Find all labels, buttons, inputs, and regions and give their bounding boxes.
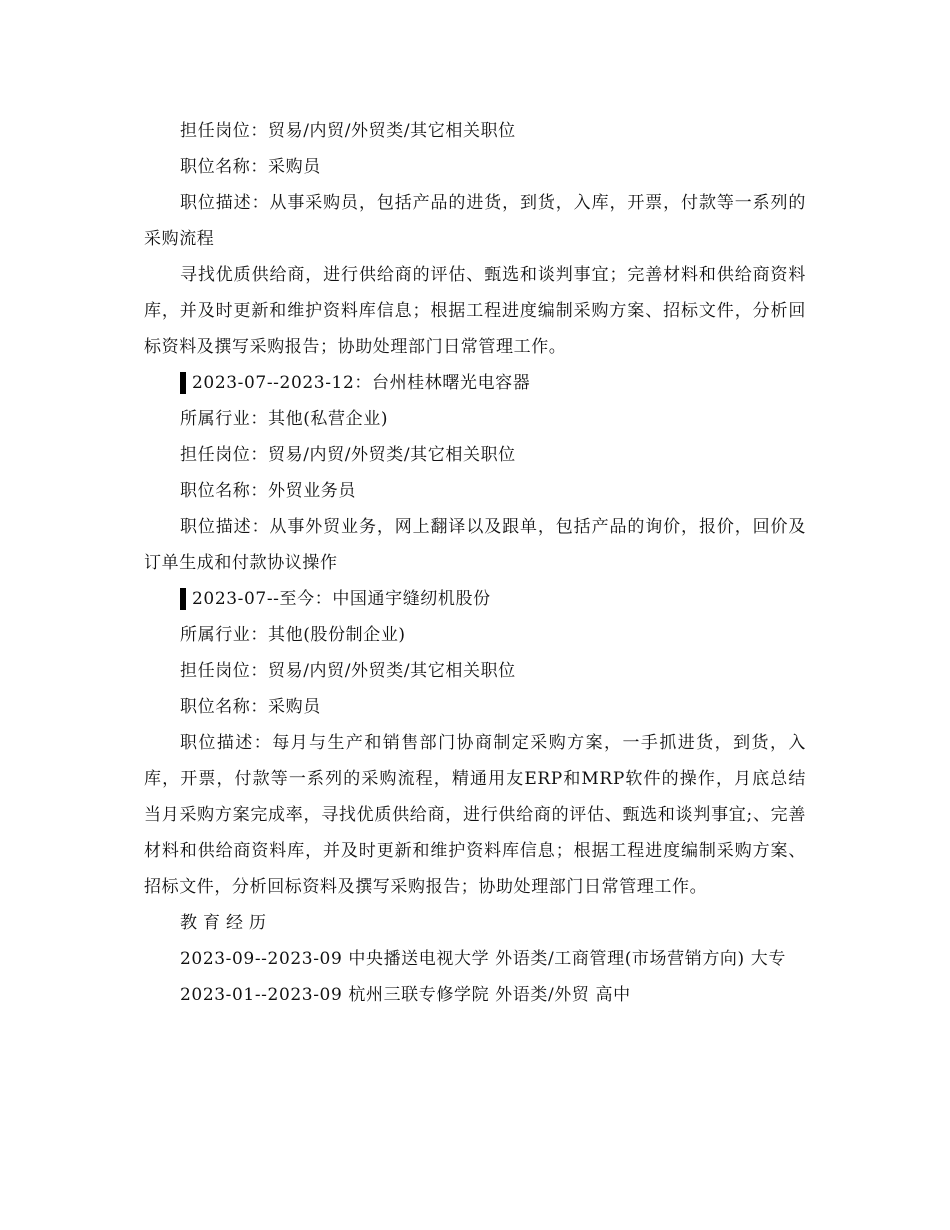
job3-desc-label: 职位描述： bbox=[180, 733, 273, 753]
job2-desc-value: 从事外贸业务，网上翻译以及跟单，包括产品的询价，报价，回价及订单生成和付款协议操作 bbox=[144, 517, 807, 573]
education-section-title: 教育经历 bbox=[180, 913, 272, 933]
job2-post-value: 贸易/内贸/外贸类/其它相关职位 bbox=[268, 445, 516, 465]
job1-description bbox=[144, 185, 806, 257]
heading-bar-icon bbox=[180, 372, 186, 394]
job1-post-label: 担任岗位： bbox=[180, 121, 268, 141]
job3-title-label: 职位名称： bbox=[180, 697, 268, 717]
job3-description bbox=[144, 725, 806, 905]
job2-post-label: 担任岗位： bbox=[180, 445, 268, 465]
job3-industry-label: 所属行业： bbox=[180, 625, 268, 645]
job3-title bbox=[144, 689, 806, 725]
job1-extra-description: 寻找优质供给商，进行供给商的评估、甄选和谈判事宜；完善材料和供给商资料库，并及时更新和维护资料库信息；根据工程进度编制采购方案、招标文件，分析回标资料及撰写采购报告；协助处理部门日常管理工作。 bbox=[144, 265, 806, 357]
job3-post-label: 担任岗位： bbox=[180, 661, 268, 681]
job1-title-value: 采购员 bbox=[268, 157, 321, 177]
job2-title bbox=[144, 473, 806, 509]
job3-post bbox=[144, 653, 806, 689]
job3-industry-value: 其他(股份制企业) bbox=[268, 625, 406, 645]
job3-industry bbox=[144, 617, 806, 653]
job2-industry-value: 其他(私营企业) bbox=[268, 409, 389, 429]
job2-title-value: 外贸业务员 bbox=[268, 481, 356, 501]
job3-desc-value: 每月与生产和销售部门协商制定采购方案，一手抓进货，到货，入库，开票，付款等一系列的采购流程，精通用友ERP和MRP软件的操作，月底总结当月采购方案完成率，寻找优质供给商，进行供给商的评估、甄选和谈判事宜;、完善材料和供给商资料库，并及时更新和维护资料库信息；根据工程进度编制采购方案、招标文件，分析回标资料及撰写采购报告；协助处理部门日常管理工作。 bbox=[144, 733, 806, 897]
resume-content bbox=[144, 113, 806, 1013]
job1-desc-label: 职位描述： bbox=[180, 193, 270, 213]
education-entry-2: 2023-01--2023-09 杭州三联专修学院 外语类/外贸 高中 bbox=[180, 985, 631, 1005]
job1-title bbox=[144, 149, 806, 185]
job3-title-value: 采购员 bbox=[268, 697, 321, 717]
job2-industry-label: 所属行业： bbox=[180, 409, 268, 429]
job3-heading bbox=[144, 581, 806, 617]
job2-description bbox=[144, 509, 806, 581]
job2-industry bbox=[144, 401, 806, 437]
job3-post-value: 贸易/内贸/外贸类/其它相关职位 bbox=[268, 661, 516, 681]
job1-post bbox=[144, 113, 806, 149]
job2-heading-text: 2023-07--2023-12：台州桂林曙光电容器 bbox=[192, 373, 531, 393]
job1-desc-value: 从事采购员，包括产品的进货，到货，入库，开票，付款等一系列的采购流程 bbox=[144, 193, 807, 249]
education-entry-1: 2023-09--2023-09 中央播送电视大学 外语类/工商管理(市场营销方向) 大专 bbox=[180, 949, 786, 969]
job2-desc-label: 职位描述： bbox=[180, 517, 270, 537]
job1-title-label: 职位名称： bbox=[180, 157, 268, 177]
job1-post-value: 贸易/内贸/外贸类/其它相关职位 bbox=[268, 121, 516, 141]
job2-post bbox=[144, 437, 806, 473]
job2-heading bbox=[144, 365, 806, 401]
job3-heading-text: 2023-07--至今：中国通宇缝纫机股份 bbox=[192, 589, 491, 609]
heading-bar-icon bbox=[180, 588, 186, 610]
job2-title-label: 职位名称： bbox=[180, 481, 268, 501]
